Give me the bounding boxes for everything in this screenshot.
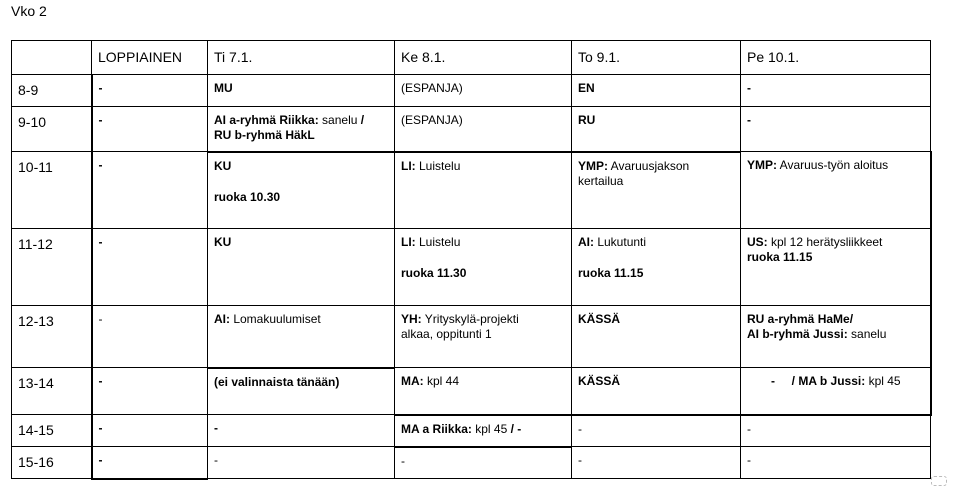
table-row	[12, 152, 931, 229]
monday-cell: -	[92, 415, 208, 447]
header-tuesday: Ti 7.1.	[208, 41, 395, 75]
monday-cell: -	[92, 447, 208, 479]
table-row	[12, 306, 931, 368]
monday-cell: -	[92, 75, 208, 107]
header-thursday: To 9.1.	[572, 41, 741, 75]
monday-cell: -	[92, 229, 208, 306]
friday-cell: - / MA b Jussi: kpl 45	[741, 368, 931, 415]
time-cell: 13-14	[12, 368, 92, 415]
wednesday-cell: -	[395, 447, 572, 479]
table-row	[12, 229, 931, 306]
time-cell: 11-12	[12, 229, 92, 306]
thursday-cell: KÄSSÄ	[572, 306, 741, 368]
thursday-cell: RU	[572, 107, 741, 152]
monday-cell: -	[92, 368, 208, 415]
header-friday: Pe 10.1.	[741, 41, 931, 75]
friday-cell: YMP: Avaruus-työn aloitus	[741, 152, 931, 229]
thursday-cell: KÄSSÄ	[572, 368, 741, 415]
monday-cell: -	[92, 107, 208, 152]
tuesday-cell: KU ruoka 10.30	[208, 152, 395, 229]
header-wednesday: Ke 8.1.	[395, 41, 572, 75]
table-row	[12, 75, 931, 107]
tuesday-cell: AI a-ryhmä Riikka: sanelu / RU b-ryhmä HäkL	[208, 107, 395, 152]
table-row	[12, 107, 931, 152]
friday-cell: -	[741, 415, 931, 447]
monday-cell: -	[92, 152, 208, 229]
friday-cell: -	[741, 447, 931, 479]
week-title: Vko 2	[11, 3, 47, 19]
friday-cell: -	[741, 107, 931, 152]
wednesday-cell: YH: Yrityskylä-projekti alkaa, oppitunti 1	[395, 306, 572, 368]
friday-cell: -	[741, 75, 931, 107]
wednesday-cell: (ESPANJA)	[395, 107, 572, 152]
schedule-table	[11, 40, 932, 480]
time-cell: 12-13	[12, 306, 92, 368]
table-row	[12, 447, 931, 479]
table-row	[12, 415, 931, 447]
wednesday-cell: MA: kpl 44	[395, 368, 572, 415]
thursday-cell: YMP: Avaruusjakson kertailua	[572, 152, 741, 229]
monday-cell: -	[92, 306, 208, 368]
time-cell: 15-16	[12, 447, 92, 479]
time-cell: 8-9	[12, 75, 92, 107]
thursday-cell: -	[572, 415, 741, 447]
tuesday-cell: AI: Lomakuulumiset	[208, 306, 395, 368]
tuesday-cell: -	[208, 447, 395, 479]
time-cell: 14-15	[12, 415, 92, 447]
thursday-cell: -	[572, 447, 741, 479]
header-time	[12, 41, 92, 75]
header-monday: LOPPIAINEN	[92, 41, 208, 75]
time-cell: 10-11	[12, 152, 92, 229]
wednesday-cell: LI: Luistelu	[395, 152, 572, 229]
thursday-cell: AI: Lukutunti ruoka 11.15	[572, 229, 741, 306]
friday-cell: RU a-ryhmä HaMe/ AI b-ryhmä Jussi: sanelu	[741, 306, 931, 368]
tuesday-cell: (ei valinnaista tänään)	[208, 368, 395, 415]
time-cell: 9-10	[12, 107, 92, 152]
tuesday-cell: MU	[208, 75, 395, 107]
tuesday-cell: -	[208, 415, 395, 447]
wednesday-cell: LI: Luistelu ruoka 11.30	[395, 229, 572, 306]
thursday-cell: EN	[572, 75, 741, 107]
resize-handle-icon	[931, 476, 947, 486]
header-row	[12, 41, 931, 75]
friday-cell: US: kpl 12 herätysliikkeet ruoka 11.15	[741, 229, 931, 306]
tuesday-cell: KU	[208, 229, 395, 306]
wednesday-cell: MA a Riikka: kpl 45 / -	[395, 415, 572, 447]
wednesday-cell: (ESPANJA)	[395, 75, 572, 107]
table-row	[12, 368, 931, 415]
